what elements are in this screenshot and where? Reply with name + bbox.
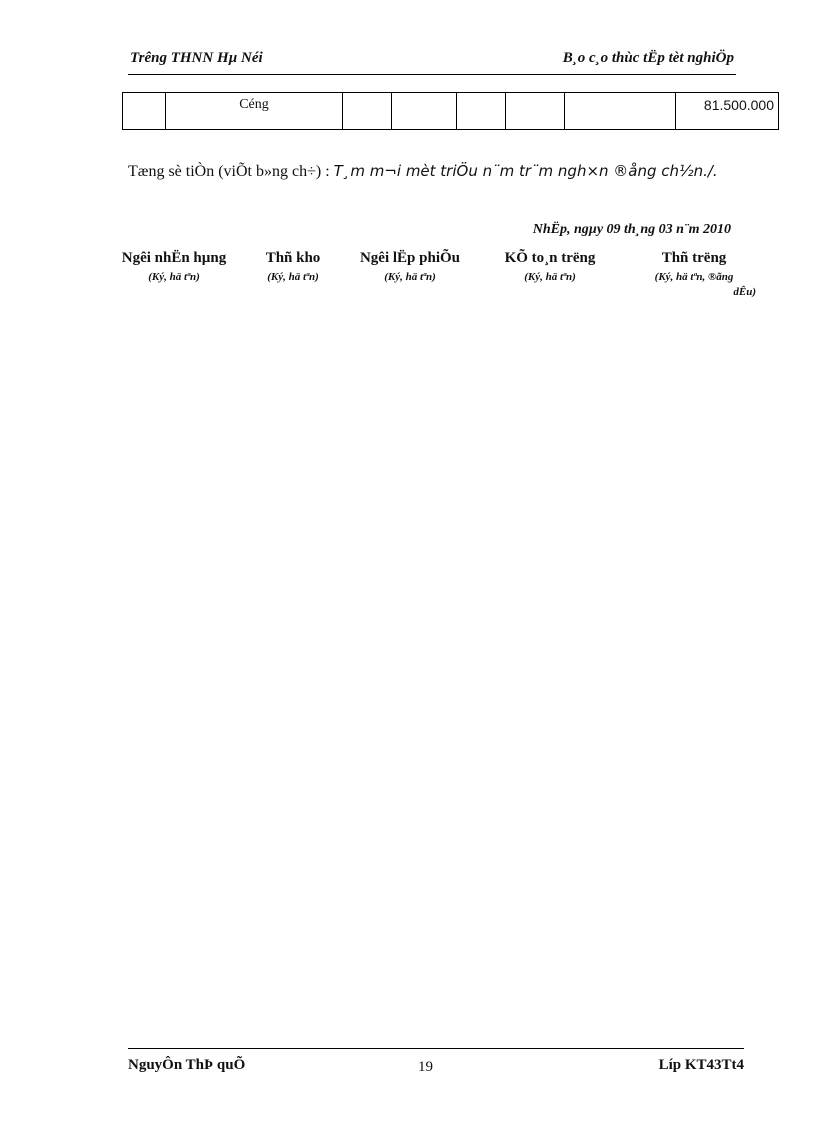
signature-title: Ngêi lËp phiÕu	[359, 250, 461, 266]
table-cell	[123, 93, 166, 130]
table-cell	[392, 93, 457, 130]
page-header	[128, 48, 736, 75]
footer-class: Líp KT43Tt4	[658, 1057, 744, 1073]
amount-in-words-label: Tæng sè tiÒn (viÕt b»ng ch÷) :	[128, 163, 334, 180]
page-footer	[128, 1048, 744, 1079]
total-amount: 81.500.000	[676, 93, 779, 130]
signature-director	[624, 250, 764, 298]
signature-title: Thñ kho	[265, 250, 321, 266]
signature-note-continued: dÊu)	[733, 286, 756, 298]
amount-in-words-value: T¸m m¬i mèt triÖu n¨m tr¨m ngh×n ®ång ch½n./.	[333, 162, 718, 180]
signature-note: (Ký, hä tªn)	[524, 271, 576, 283]
table-cell	[506, 93, 565, 130]
header-school: Trêng THNN Hµ Néi	[130, 50, 263, 66]
header-report-title: B¸o c¸o thùc tËp tèt nghiÖp	[562, 50, 734, 66]
signature-title: KÕ to¸n trëng	[504, 250, 596, 266]
table-cell	[343, 93, 392, 130]
signature-receiver	[104, 250, 244, 283]
amount-in-words	[128, 156, 748, 187]
signature-note: (Ký, hä tªn)	[384, 271, 436, 283]
signature-title: Thñ trëng	[661, 250, 727, 266]
table-cell	[565, 93, 676, 130]
page-number: 19	[418, 1059, 433, 1075]
signature-chief-accountant	[484, 250, 616, 283]
signature-preparer	[342, 250, 478, 283]
signature-note: (Ký, hä tªn)	[148, 271, 200, 283]
signature-storekeeper	[250, 250, 336, 283]
signature-note: (Ký, hä tªn)	[267, 271, 319, 283]
table-cell	[457, 93, 506, 130]
footer-author: NguyÔn ThÞ quÕ	[128, 1057, 246, 1073]
receipt-date: NhËp, ngµy 09 th¸ng 03 n¨m 2010	[532, 222, 731, 237]
signature-block	[104, 250, 764, 330]
signature-title: Ngêi nhËn hµng	[121, 250, 227, 266]
signature-note: (Ký, hä tªn, ®ãng	[654, 271, 734, 283]
goods-table	[122, 92, 779, 130]
table-row-total	[123, 93, 779, 130]
total-label: Céng	[166, 93, 343, 130]
